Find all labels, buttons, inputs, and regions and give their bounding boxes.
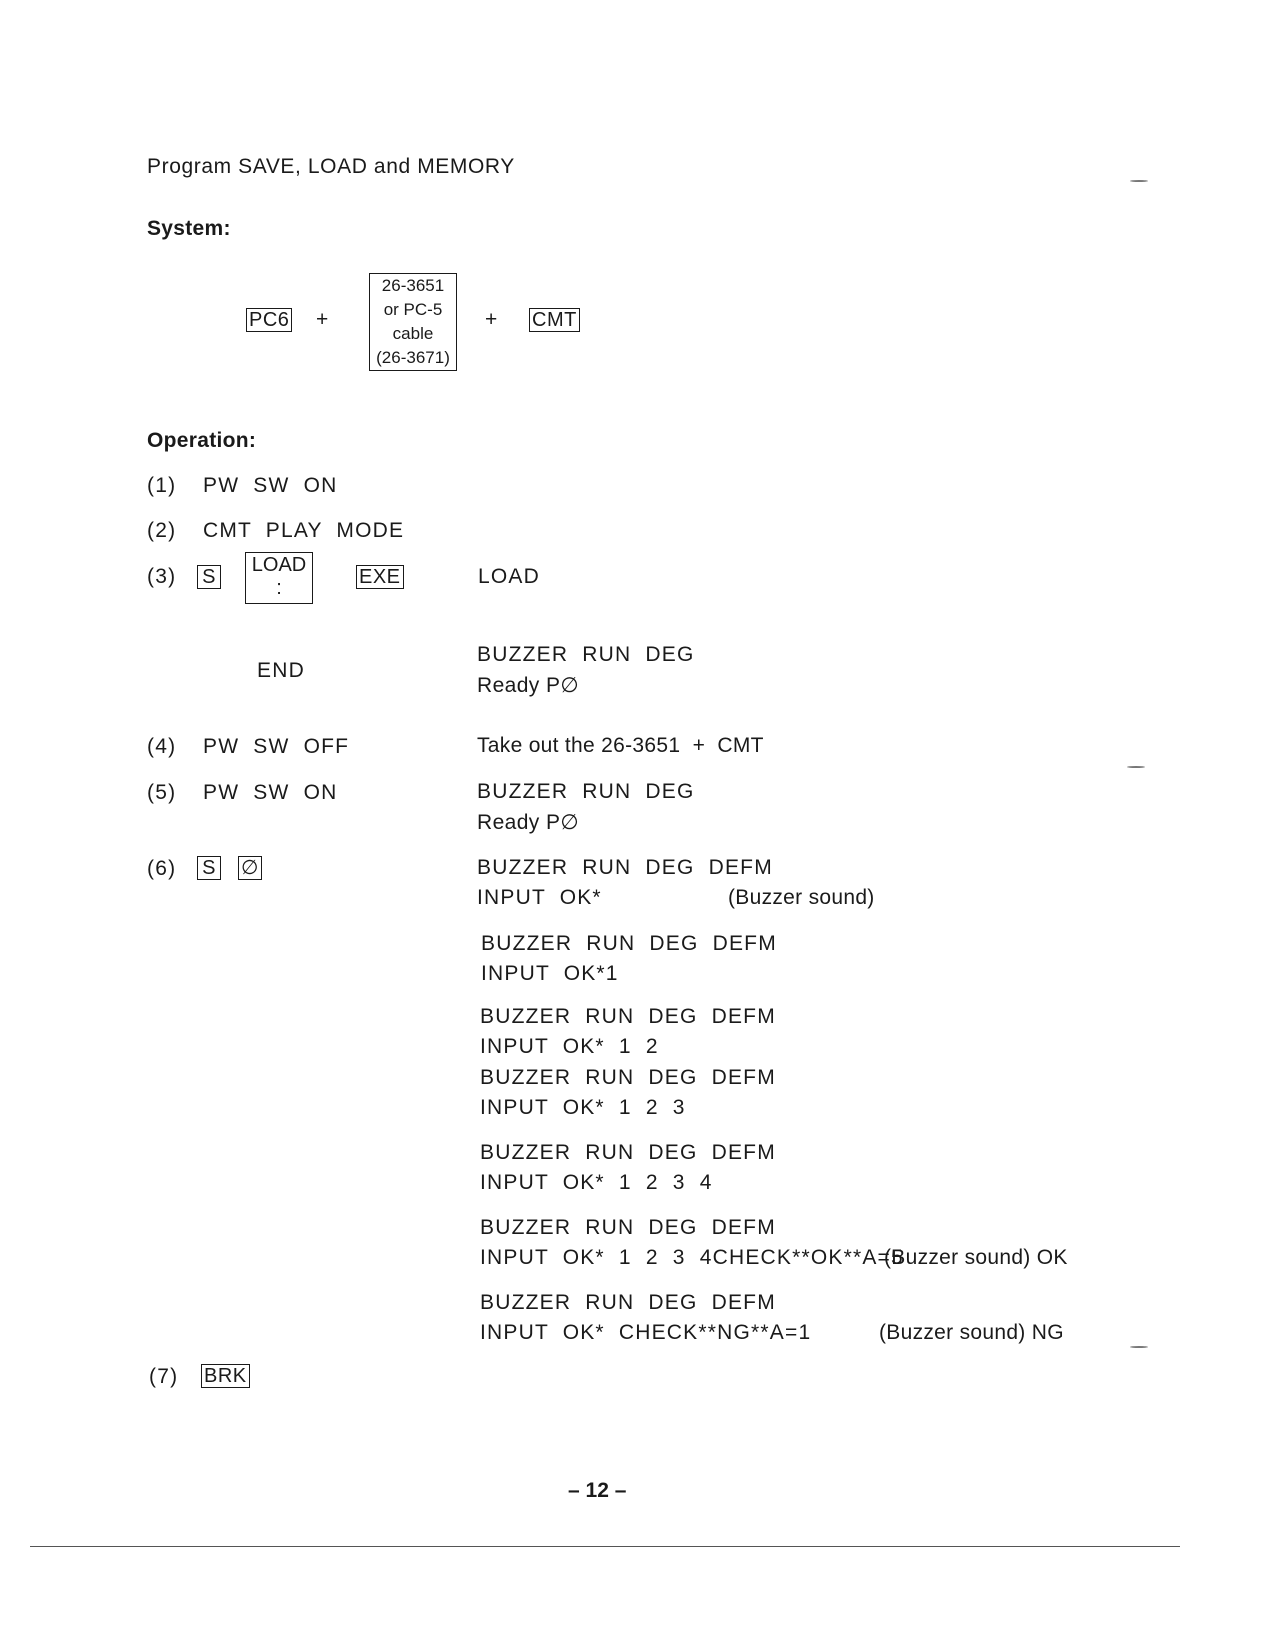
- scan-mark: [1127, 766, 1145, 768]
- system-heading: System:: [147, 217, 231, 240]
- scan-mark: [1130, 1346, 1148, 1348]
- page-title: Program SAVE, LOAD and MEMORY: [147, 155, 515, 178]
- display-line: BUZZER RUN DEG DEFM: [480, 1066, 776, 1089]
- load-key-label: LOAD: [251, 554, 307, 576]
- step-number: (6): [147, 857, 177, 880]
- step-number: (7): [149, 1365, 179, 1388]
- display-line: INPUT OK* 1 2 3 4CHECK**OK**A=5: [480, 1246, 904, 1269]
- s-key: S: [197, 856, 221, 880]
- page-number: – 12 –: [568, 1479, 627, 1502]
- cmt-key: CMT: [529, 308, 580, 332]
- cable-line: 26-3651: [381, 276, 445, 295]
- step-result: LOAD: [478, 565, 540, 588]
- display-line: INPUT OK* CHECK**NG**A=1: [480, 1321, 812, 1344]
- plus-sign: +: [316, 308, 330, 331]
- step-number: (4): [147, 735, 177, 758]
- display-line: BUZZER RUN DEG DEFM: [481, 932, 777, 955]
- display-line: INPUT OK* 1 2: [480, 1035, 659, 1058]
- cable-line: (26-3671): [376, 348, 450, 367]
- buzzer-note: (Buzzer sound) OK: [884, 1246, 1068, 1269]
- step-text: PW SW ON: [203, 781, 338, 804]
- display-line: BUZZER RUN DEG: [477, 643, 695, 666]
- operation-heading: Operation:: [147, 429, 257, 452]
- buzzer-note: (Buzzer sound) NG: [879, 1321, 1064, 1344]
- cable-box: [369, 273, 457, 371]
- cable-line: or PC-5: [383, 300, 443, 319]
- s-key: S: [197, 565, 221, 589]
- display-line: BUZZER RUN DEG DEFM: [480, 1291, 776, 1314]
- step-text: PW SW ON: [203, 474, 338, 497]
- plus-sign: +: [485, 308, 499, 331]
- step-number: (3): [147, 565, 177, 588]
- cable-line: cable: [392, 324, 434, 343]
- display-line: BUZZER RUN DEG DEFM: [480, 1005, 776, 1028]
- load-key: [245, 552, 313, 604]
- brk-key: BRK: [201, 1364, 250, 1388]
- display-line: INPUT OK* 1 2 3: [480, 1096, 686, 1119]
- display-line: Ready P∅: [477, 811, 580, 834]
- display-line: BUZZER RUN DEG: [477, 780, 695, 803]
- load-key-symbol: :: [276, 577, 282, 599]
- zero-key: ∅: [238, 856, 262, 880]
- display-line: BUZZER RUN DEG DEFM: [480, 1216, 776, 1239]
- pc6-key: PC6: [246, 308, 292, 332]
- step-result: Take out the 26-3651 + CMT: [477, 734, 764, 757]
- display-line: BUZZER RUN DEG DEFM: [480, 1141, 776, 1164]
- step-number: (5): [147, 781, 177, 804]
- step-number: (1): [147, 474, 177, 497]
- step-number: (2): [147, 519, 177, 542]
- display-line: Ready P∅: [477, 674, 580, 697]
- scan-mark: [1130, 180, 1148, 182]
- display-line: INPUT OK*1: [481, 962, 619, 985]
- end-label: END: [257, 659, 305, 682]
- step-text: CMT PLAY MODE: [203, 519, 405, 542]
- buzzer-note: (Buzzer sound): [728, 886, 875, 909]
- display-line: BUZZER RUN DEG DEFM: [477, 856, 773, 879]
- bottom-rule: [30, 1546, 1180, 1547]
- step-text: PW SW OFF: [203, 735, 350, 758]
- display-line: INPUT OK* 1 2 3 4: [480, 1171, 713, 1194]
- display-line: INPUT OK*: [477, 886, 602, 909]
- exe-key: EXE: [356, 565, 404, 589]
